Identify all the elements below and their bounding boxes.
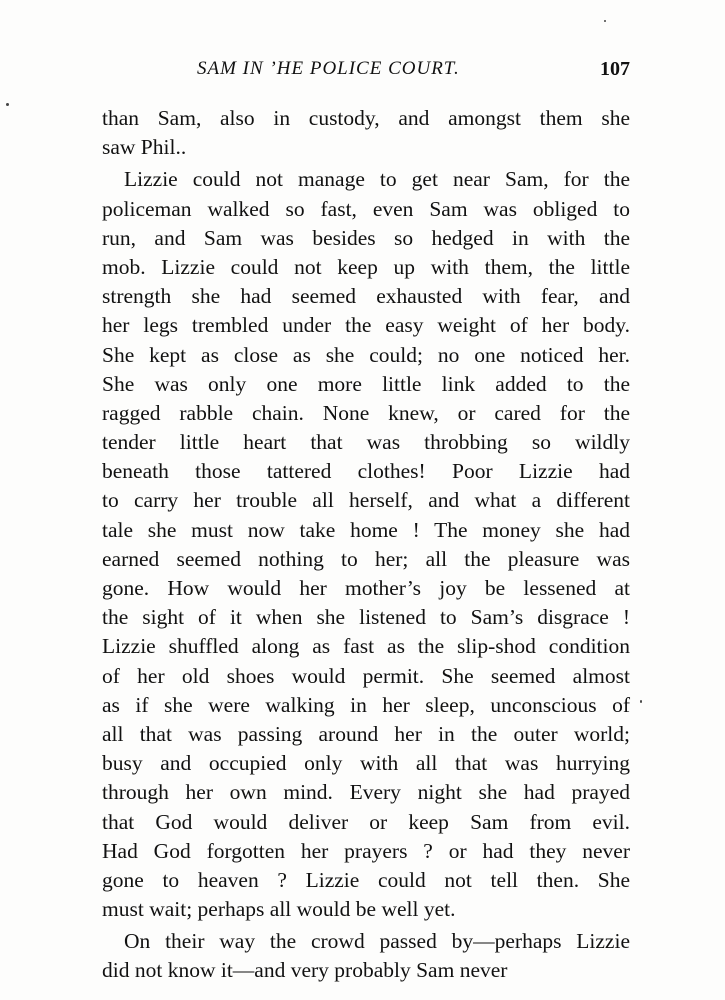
text-line: all that was passing around her in the outer world; — [102, 721, 630, 746]
paragraph — [102, 927, 630, 985]
paragraph — [102, 104, 630, 162]
running-head — [102, 58, 630, 88]
text-line: gone. How would her mother’s joy be lessened at — [102, 576, 630, 600]
text-line: She was only one more little link added to the — [102, 371, 630, 396]
text-line: beneath those tattered clothes! Poor Lizzie had — [102, 459, 630, 484]
text-line: through her own mind. Every night she had prayed — [102, 780, 630, 805]
page-number: 107 — [600, 58, 630, 80]
text-line: Lizzie could not manage to get near Sam, for the — [124, 167, 630, 192]
text-line: of her old shoes would permit. She seemed almost — [102, 663, 630, 688]
text-line: than Sam, also in custody, and amongst them she — [102, 106, 630, 130]
text-line: She kept as close as she could; no one noticed her. — [102, 342, 630, 367]
text-line: her legs trembled under the easy weight of her body. — [102, 313, 630, 338]
scan-speck — [604, 20, 606, 22]
text-line: that God would deliver or keep Sam from evil. — [102, 809, 630, 834]
text-line: tender little heart that was throbbing so wildly — [102, 430, 630, 455]
text-line: strength she had seemed exhausted with fear, and — [102, 284, 630, 309]
text-line: earned seemed nothing to her; all the pleasure was — [102, 546, 630, 571]
text-line: as if she were walking in her sleep, unconscious of — [102, 692, 630, 717]
text-line: did not know it—and very probably Sam never — [102, 958, 508, 983]
text-line: On their way the crowd passed by—perhaps Lizzie — [124, 929, 630, 954]
body-text — [102, 104, 630, 986]
text-line: ragged rabble chain. None knew, or cared for the — [102, 400, 630, 425]
text-line: the sight of it when she listened to Sam’s disgrace ! — [102, 605, 630, 630]
text-line: run, and Sam was besides so hedged in with the — [102, 225, 630, 250]
text-line: saw Phil.. — [102, 135, 187, 160]
text-line: to carry her trouble all herself, and what a different — [102, 488, 630, 513]
text-line: busy and occupied only with all that was hurrying — [102, 751, 630, 776]
text-line: Had God forgotten her prayers ? or had they never — [102, 838, 630, 863]
scan-speck — [640, 700, 642, 703]
text-line: tale she must now take home ! The money she had — [102, 517, 630, 542]
text-line: gone to heaven ? Lizzie could not tell then. She — [102, 867, 630, 892]
scan-speck — [6, 103, 9, 106]
text-line: mob. Lizzie could not keep up with them, the little — [102, 254, 630, 279]
paragraph — [102, 165, 630, 924]
text-line: must wait; perhaps all would be well yet. — [102, 897, 456, 922]
text-line: policeman walked so fast, even Sam was obliged to — [102, 196, 630, 221]
running-title: SAM IN ’HE POLICE COURT. — [197, 58, 460, 79]
text-line: Lizzie shuffled along as fast as the slip-shod condition — [102, 634, 630, 659]
